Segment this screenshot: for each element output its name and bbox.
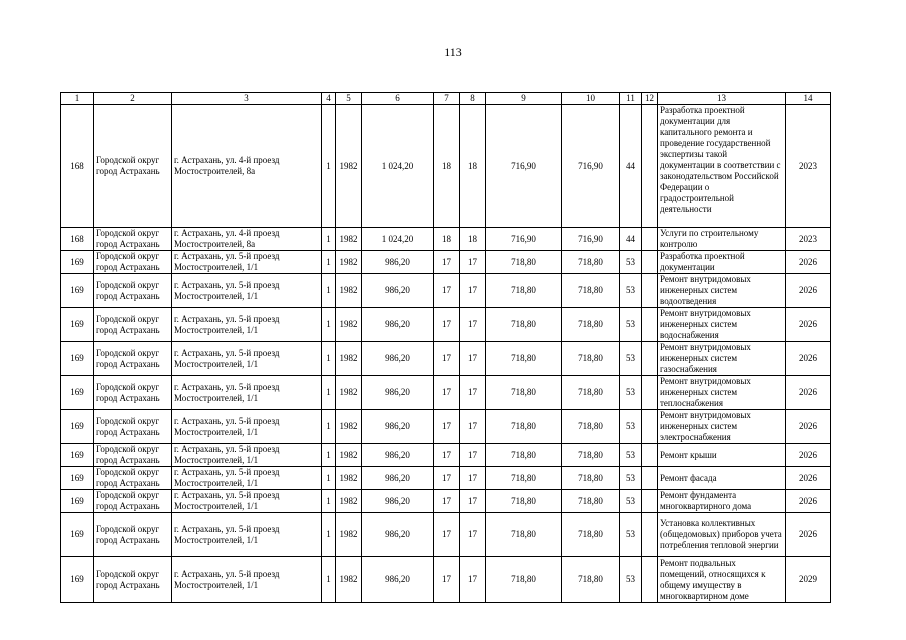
- area-cell: 986,20: [362, 410, 434, 444]
- column-header: 6: [362, 93, 434, 105]
- col12-cell: [642, 513, 658, 557]
- column-header: 12: [642, 93, 658, 105]
- col4-cell: 1: [322, 228, 336, 251]
- work-type-cell: Ремонт фундамента многоквартирного дома: [658, 490, 786, 513]
- col7-cell: 17: [434, 557, 460, 603]
- work-type-cell: Услуги по строительному контролю: [658, 228, 786, 251]
- col7-cell: 17: [434, 410, 460, 444]
- address-cell: г. Астрахань, ул. 5-й проезд Мостостроителей, 1/1: [172, 274, 322, 308]
- col12-cell: [642, 376, 658, 410]
- col8-cell: 17: [460, 490, 486, 513]
- col7-cell: 17: [434, 467, 460, 490]
- col4-cell: 1: [322, 308, 336, 342]
- column-header: 7: [434, 93, 460, 105]
- col9-cell: 716,90: [486, 228, 562, 251]
- col12-cell: [642, 105, 658, 228]
- row-number-cell: 169: [61, 251, 94, 274]
- row-number-cell: 169: [61, 444, 94, 467]
- period-cell: 2023: [786, 228, 831, 251]
- col4-cell: 1: [322, 490, 336, 513]
- col11-cell: 53: [620, 274, 642, 308]
- area-cell: 986,20: [362, 342, 434, 376]
- col4-cell: 1: [322, 105, 336, 228]
- area-cell: 986,20: [362, 444, 434, 467]
- col7-cell: 17: [434, 513, 460, 557]
- year-cell: 1982: [336, 105, 362, 228]
- col10-cell: 716,90: [562, 105, 620, 228]
- district-cell: Городской округ город Астрахань: [94, 490, 172, 513]
- address-cell: г. Астрахань, ул. 4-й проезд Мостостроителей, 8а: [172, 228, 322, 251]
- period-cell: 2026: [786, 274, 831, 308]
- period-cell: 2026: [786, 251, 831, 274]
- column-header: 9: [486, 93, 562, 105]
- table-row: [61, 308, 831, 342]
- table-row: [61, 105, 831, 228]
- col8-cell: 17: [460, 274, 486, 308]
- column-header: 1: [61, 93, 94, 105]
- col9-cell: 718,80: [486, 557, 562, 603]
- col8-cell: 17: [460, 251, 486, 274]
- col11-cell: 53: [620, 467, 642, 490]
- col10-cell: 718,80: [562, 342, 620, 376]
- col7-cell: 18: [434, 228, 460, 251]
- col4-cell: 1: [322, 274, 336, 308]
- column-header: 10: [562, 93, 620, 105]
- period-cell: 2026: [786, 410, 831, 444]
- area-cell: 986,20: [362, 308, 434, 342]
- col11-cell: 53: [620, 376, 642, 410]
- year-cell: 1982: [336, 444, 362, 467]
- col7-cell: 18: [434, 105, 460, 228]
- address-cell: г. Астрахань, ул. 4-й проезд Мостостроителей, 8а: [172, 105, 322, 228]
- col9-cell: 718,80: [486, 274, 562, 308]
- col9-cell: 716,90: [486, 105, 562, 228]
- district-cell: Городской округ город Астрахань: [94, 308, 172, 342]
- column-header: 14: [786, 93, 831, 105]
- period-cell: 2029: [786, 557, 831, 603]
- district-cell: Городской округ город Астрахань: [94, 251, 172, 274]
- col4-cell: 1: [322, 513, 336, 557]
- col11-cell: 53: [620, 251, 642, 274]
- work-type-cell: Ремонт внутридомовых инженерных систем водоотведения: [658, 274, 786, 308]
- col11-cell: 53: [620, 308, 642, 342]
- area-cell: 986,20: [362, 557, 434, 603]
- col9-cell: 718,80: [486, 490, 562, 513]
- col4-cell: 1: [322, 467, 336, 490]
- work-type-cell: Ремонт крыши: [658, 444, 786, 467]
- col7-cell: 17: [434, 274, 460, 308]
- col12-cell: [642, 467, 658, 490]
- district-cell: Городской округ город Астрахань: [94, 467, 172, 490]
- col11-cell: 53: [620, 444, 642, 467]
- col4-cell: 1: [322, 251, 336, 274]
- work-type-cell: Ремонт внутридомовых инженерных систем теплоснабжения: [658, 376, 786, 410]
- year-cell: 1982: [336, 342, 362, 376]
- row-number-cell: 169: [61, 376, 94, 410]
- col10-cell: 718,80: [562, 308, 620, 342]
- year-cell: 1982: [336, 251, 362, 274]
- col12-cell: [642, 557, 658, 603]
- column-header: 8: [460, 93, 486, 105]
- row-number-cell: 168: [61, 105, 94, 228]
- district-cell: Городской округ город Астрахань: [94, 410, 172, 444]
- row-number-cell: 169: [61, 467, 94, 490]
- period-cell: 2026: [786, 490, 831, 513]
- address-cell: г. Астрахань, ул. 5-й проезд Мостостроителей, 1/1: [172, 376, 322, 410]
- col9-cell: 718,80: [486, 444, 562, 467]
- col8-cell: 17: [460, 467, 486, 490]
- col12-cell: [642, 410, 658, 444]
- row-number-cell: 169: [61, 490, 94, 513]
- table-row: [61, 410, 831, 444]
- col9-cell: 718,80: [486, 342, 562, 376]
- col11-cell: 53: [620, 513, 642, 557]
- col9-cell: 718,80: [486, 251, 562, 274]
- table-row: [61, 444, 831, 467]
- row-number-cell: 168: [61, 228, 94, 251]
- col9-cell: 718,80: [486, 308, 562, 342]
- col10-cell: 718,80: [562, 444, 620, 467]
- col10-cell: 718,80: [562, 467, 620, 490]
- table-row: [61, 490, 831, 513]
- row-number-cell: 169: [61, 513, 94, 557]
- row-number-cell: 169: [61, 410, 94, 444]
- period-cell: 2026: [786, 444, 831, 467]
- col4-cell: 1: [322, 376, 336, 410]
- work-type-cell: Ремонт внутридомовых инженерных систем газоснабжения: [658, 342, 786, 376]
- col4-cell: 1: [322, 444, 336, 467]
- col8-cell: 17: [460, 513, 486, 557]
- district-cell: Городской округ город Астрахань: [94, 557, 172, 603]
- col7-cell: 17: [434, 342, 460, 376]
- address-cell: г. Астрахань, ул. 5-й проезд Мостостроителей, 1/1: [172, 444, 322, 467]
- col12-cell: [642, 228, 658, 251]
- col4-cell: 1: [322, 342, 336, 376]
- area-cell: 1 024,20: [362, 228, 434, 251]
- district-cell: Городской округ город Астрахань: [94, 228, 172, 251]
- column-header: 11: [620, 93, 642, 105]
- area-cell: 986,20: [362, 490, 434, 513]
- year-cell: 1982: [336, 274, 362, 308]
- address-cell: г. Астрахань, ул. 5-й проезд Мостостроителей, 1/1: [172, 467, 322, 490]
- row-number-cell: 169: [61, 557, 94, 603]
- col9-cell: 718,80: [486, 467, 562, 490]
- area-cell: 986,20: [362, 376, 434, 410]
- district-cell: Городской округ город Астрахань: [94, 274, 172, 308]
- year-cell: 1982: [336, 467, 362, 490]
- year-cell: 1982: [336, 410, 362, 444]
- col8-cell: 17: [460, 410, 486, 444]
- col12-cell: [642, 274, 658, 308]
- col11-cell: 53: [620, 410, 642, 444]
- district-cell: Городской округ город Астрахань: [94, 342, 172, 376]
- period-cell: 2026: [786, 342, 831, 376]
- work-type-cell: Установка коллективных (общедомовых) приборов учета потребления тепловой энергии: [658, 513, 786, 557]
- address-cell: г. Астрахань, ул. 5-й проезд Мостостроителей, 1/1: [172, 342, 322, 376]
- col4-cell: 1: [322, 557, 336, 603]
- district-cell: Городской округ город Астрахань: [94, 513, 172, 557]
- year-cell: 1982: [336, 557, 362, 603]
- col7-cell: 17: [434, 490, 460, 513]
- period-cell: 2023: [786, 105, 831, 228]
- col10-cell: 718,80: [562, 274, 620, 308]
- table-row: [61, 342, 831, 376]
- address-cell: г. Астрахань, ул. 5-й проезд Мостостроителей, 1/1: [172, 308, 322, 342]
- col8-cell: 17: [460, 376, 486, 410]
- period-cell: 2026: [786, 467, 831, 490]
- col10-cell: 718,80: [562, 251, 620, 274]
- col11-cell: 44: [620, 228, 642, 251]
- col8-cell: 18: [460, 105, 486, 228]
- col7-cell: 17: [434, 444, 460, 467]
- col7-cell: 17: [434, 376, 460, 410]
- period-cell: 2026: [786, 376, 831, 410]
- area-cell: 986,20: [362, 467, 434, 490]
- period-cell: 2026: [786, 513, 831, 557]
- year-cell: 1982: [336, 308, 362, 342]
- column-header: 2: [94, 93, 172, 105]
- table-row: [61, 467, 831, 490]
- row-number-cell: 169: [61, 342, 94, 376]
- year-cell: 1982: [336, 513, 362, 557]
- table-row: [61, 513, 831, 557]
- address-cell: г. Астрахань, ул. 5-й проезд Мостостроителей, 1/1: [172, 513, 322, 557]
- table-row: [61, 228, 831, 251]
- column-header: 4: [322, 93, 336, 105]
- area-cell: 986,20: [362, 513, 434, 557]
- col10-cell: 718,80: [562, 557, 620, 603]
- col11-cell: 53: [620, 490, 642, 513]
- col10-cell: 716,90: [562, 228, 620, 251]
- col8-cell: 17: [460, 444, 486, 467]
- col10-cell: 718,80: [562, 513, 620, 557]
- table-row: [61, 376, 831, 410]
- col11-cell: 53: [620, 342, 642, 376]
- col9-cell: 718,80: [486, 410, 562, 444]
- col7-cell: 17: [434, 308, 460, 342]
- table-row: [61, 274, 831, 308]
- table-row: [61, 557, 831, 603]
- work-type-cell: Ремонт фасада: [658, 467, 786, 490]
- work-type-cell: Ремонт внутридомовых инженерных систем водоснабжения: [658, 308, 786, 342]
- col12-cell: [642, 490, 658, 513]
- district-cell: Городской округ город Астрахань: [94, 376, 172, 410]
- table-header-row: [61, 93, 831, 105]
- col9-cell: 718,80: [486, 376, 562, 410]
- address-cell: г. Астрахань, ул. 5-й проезд Мостостроителей, 1/1: [172, 251, 322, 274]
- table-row: [61, 251, 831, 274]
- row-number-cell: 169: [61, 274, 94, 308]
- col8-cell: 18: [460, 228, 486, 251]
- period-cell: 2026: [786, 308, 831, 342]
- col10-cell: 718,80: [562, 376, 620, 410]
- capital-repair-table: [60, 92, 831, 603]
- col12-cell: [642, 251, 658, 274]
- column-header: 5: [336, 93, 362, 105]
- area-cell: 986,20: [362, 274, 434, 308]
- col12-cell: [642, 444, 658, 467]
- year-cell: 1982: [336, 490, 362, 513]
- col11-cell: 53: [620, 557, 642, 603]
- work-type-cell: Разработка проектной документации: [658, 251, 786, 274]
- work-type-cell: Разработка проектной документации для капитального ремонта и проведение государственной экспертизы такой документации в соответствии с законодательством Российской Федерации о градостроительной деятельности: [658, 105, 786, 228]
- col12-cell: [642, 308, 658, 342]
- address-cell: г. Астрахань, ул. 5-й проезд Мостостроителей, 1/1: [172, 557, 322, 603]
- district-cell: Городской округ город Астрахань: [94, 105, 172, 228]
- col10-cell: 718,80: [562, 410, 620, 444]
- row-number-cell: 169: [61, 308, 94, 342]
- col11-cell: 44: [620, 105, 642, 228]
- area-cell: 986,20: [362, 251, 434, 274]
- year-cell: 1982: [336, 228, 362, 251]
- work-type-cell: Ремонт подвальных помещений, относящихся к общему имуществу в многоквартирном доме: [658, 557, 786, 603]
- col10-cell: 718,80: [562, 490, 620, 513]
- col7-cell: 17: [434, 251, 460, 274]
- area-cell: 1 024,20: [362, 105, 434, 228]
- year-cell: 1982: [336, 376, 362, 410]
- col8-cell: 17: [460, 342, 486, 376]
- address-cell: г. Астрахань, ул. 5-й проезд Мостостроителей, 1/1: [172, 490, 322, 513]
- col12-cell: [642, 342, 658, 376]
- column-header: 3: [172, 93, 322, 105]
- col9-cell: 718,80: [486, 513, 562, 557]
- col8-cell: 17: [460, 557, 486, 603]
- work-type-cell: Ремонт внутридомовых инженерных систем электроснабжения: [658, 410, 786, 444]
- col4-cell: 1: [322, 410, 336, 444]
- district-cell: Городской округ город Астрахань: [94, 444, 172, 467]
- col8-cell: 17: [460, 308, 486, 342]
- column-header: 13: [658, 93, 786, 105]
- page-number: 113: [444, 45, 462, 59]
- address-cell: г. Астрахань, ул. 5-й проезд Мостостроителей, 1/1: [172, 410, 322, 444]
